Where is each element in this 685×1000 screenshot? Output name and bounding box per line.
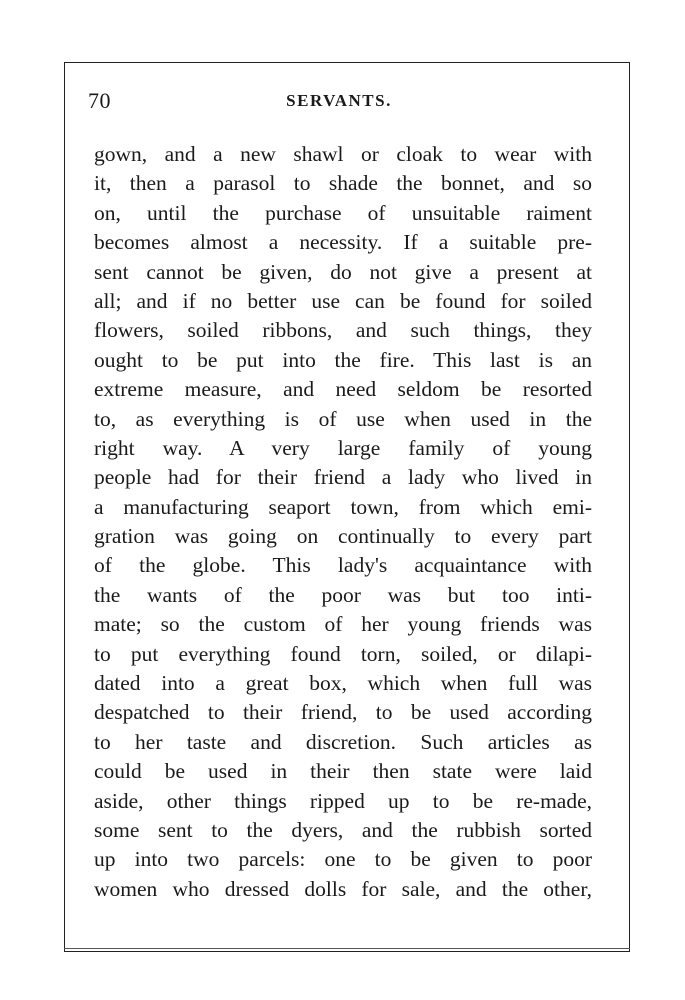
text-line: gration was going on continually to every part <box>94 524 592 549</box>
page-number: 70 <box>88 88 111 113</box>
running-head <box>88 88 590 116</box>
text-line: a manufacturing seaport town, from which emi- <box>94 494 592 519</box>
text-line: some sent to the dyers, and the rubbish sorted <box>94 817 592 842</box>
running-title: SERVANTS. <box>286 91 392 110</box>
text-line: all; and if no better use can be found for soiled <box>94 288 592 313</box>
text-line: on, until the purchase of unsuitable raiment <box>94 200 592 225</box>
body-text <box>94 140 592 904</box>
text-line: women who dressed dolls for sale, and the other, <box>94 876 592 901</box>
text-line: dated into a great box, which when full was <box>94 671 592 696</box>
text-line: to, as everything is of use when used in the <box>94 406 592 431</box>
page-border-bottom-rule <box>64 948 630 949</box>
text-line: extreme measure, and need seldom be resorted <box>94 377 592 402</box>
text-line: to put everything found torn, soiled, or dilapi- <box>94 641 592 666</box>
text-line: gown, and a new shawl or cloak to wear with <box>94 142 592 166</box>
text-line: up into two parcels: one to be given to poor <box>94 847 592 872</box>
text-line: of the globe. This lady's acquaintance with <box>94 553 592 578</box>
text-line: mate; so the custom of her young friends was <box>94 612 592 637</box>
text-line: right way. A very large family of young <box>94 435 592 460</box>
text-line: aside, other things ripped up to be re-made, <box>94 788 592 813</box>
text-line: sent cannot be given, do not give a present at <box>94 259 592 284</box>
text-line: despatched to their friend, to be used according <box>94 700 592 725</box>
text-line: to her taste and discretion. Such articles as <box>94 729 592 754</box>
text-line: flowers, soiled ribbons, and such things, they <box>94 318 592 343</box>
text-line: it, then a parasol to shade the bonnet, and so <box>94 171 592 196</box>
text-line: ought to be put into the fire. This last is an <box>94 347 592 372</box>
text-line: people had for their friend a lady who lived in <box>94 465 592 490</box>
text-line: becomes almost a necessity. If a suitable pre- <box>94 230 592 255</box>
text-line: the wants of the poor was but too inti- <box>94 582 592 607</box>
text-line: could be used in their then state were laid <box>94 759 592 784</box>
